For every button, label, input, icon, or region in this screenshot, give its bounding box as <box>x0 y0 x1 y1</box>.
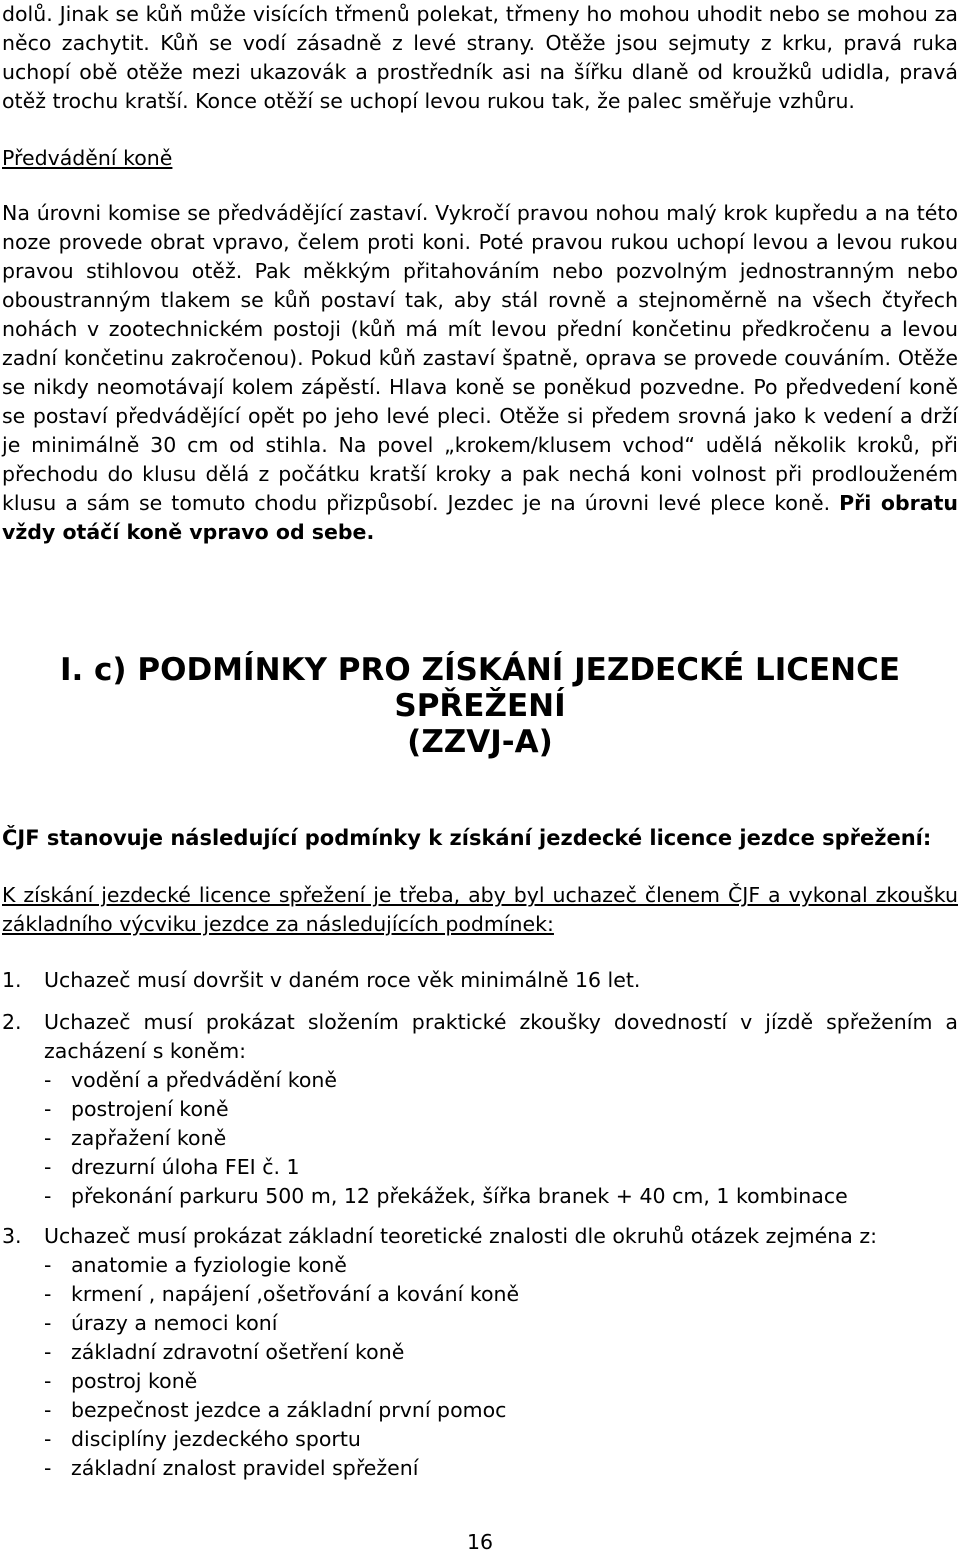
sub-list-item: - krmení , napájení ,ošetřování a kování koně <box>44 1280 958 1309</box>
intro-paragraph: dolů. Jinak se kůň může visících třmenů polekat, třmeny ho mohou uhodit nebo se mohou za něco zachytit. Kůň se vodí zásadně z levé strany. Otěže jsou sejmuty z krku, pravá ruka uchopí obě otěže mezi ukazovák a prostředník asi na šířku dlaně od kroužků udidla, pravá otěž trochu kratší. Konce otěží se uchopí levou rukou tak, že palec směřuje vzhůru. <box>2 2 958 113</box>
section-body-text: Na úrovni komise se předvádějící zastaví. Vykročí pravou nohou malý krok kupředu a na této noze provede obrat vpravo, čelem proti koni. Poté pravou rukou uchopí levou a levou rukou pravou stihlovou otěž. Pak měkkým přitahováním nebo pozvolným jednostranným nebo oboustranným tlakem se kůň postaví tak, aby stál rovně a stejnoměrně na všech čtyřech nohách v zootechnickém postoji (kůň má mít levou přední končetinu předkročenu a levou zadní končetinu zakročenou). Pokud kůň zastaví špatně, oprava se provede couváním. Otěže se nikdy neomotávají kolem zápěstí. Hlava koně se poněkud pozvedne. Po předvedení koně se postaví předvádějící opět po jeho levé pleci. Otěže si předem srovná jako k vedení a drží je minimálně 30 cm od stihla. Na povel „krokem/klusem vchod“ udělá několik kroků, při přechodu do klusu dělá z počátku kratší kroky a pak nechá koni volnost při prodlouženém klusu a sám se tomuto chodu přizpůsobí. Jezdec je na úrovni levé plece koně. <box>2 201 958 515</box>
sub-list-item: - překonání parkuru 500 m, 12 překážek, šířka branek + 40 cm, 1 kombinace <box>44 1182 958 1211</box>
list-item-text: Uchazeč musí prokázat základní teoretické znalosti dle okruhů otázek zejména z: <box>44 1224 878 1248</box>
theory-topics-list <box>44 1251 958 1483</box>
list-item-number: 1. <box>2 968 22 992</box>
section-bold-statement: Při obratu vždy otáčí koně vpravo od sebe. <box>2 491 958 544</box>
sub-list-item: - základní zdravotní ošetření koně <box>44 1338 958 1367</box>
requirement-paragraph: K získání jezdecké licence spřežení je třeba, aby byl uchazeč členem ČJF a vykonal zkoušku základního výcviku jezdce za následujících podmínek: <box>2 883 958 936</box>
list-item-2 <box>2 1008 958 1211</box>
chapter-heading-line1: I. c) PODMÍNKY PRO ZÍSKÁNÍ JEZDECKÉ LICENCE <box>59 652 901 688</box>
sub-list-item: - anatomie a fyziologie koně <box>44 1251 958 1280</box>
chapter-heading <box>0 652 960 760</box>
practical-skills-list <box>44 1066 958 1211</box>
chapter-heading-line3: (ZZVJ-A) <box>407 724 553 760</box>
section-subtitle: Předvádění koně <box>2 146 173 170</box>
list-item-number: 3. <box>2 1224 22 1248</box>
sub-list-item: - postroj koně <box>44 1367 958 1396</box>
list-item-3 <box>2 1222 958 1483</box>
list-item-number: 2. <box>2 1010 22 1034</box>
list-item-1 <box>2 966 958 995</box>
list-item-text: Uchazeč musí prokázat složením praktické zkoušky dovedností v jízdě spřežením a zacházení s koněm: <box>44 1010 958 1063</box>
chapter-heading-line2: SPŘEŽENÍ <box>394 688 566 724</box>
sub-list-item: - vodění a předvádění koně <box>44 1066 958 1095</box>
sub-list-item: - postrojení koně <box>44 1095 958 1124</box>
list-item-text: Uchazeč musí dovršit v daném roce věk minimálně 16 let. <box>44 968 641 992</box>
page-number: 16 <box>466 1530 494 1554</box>
sub-list-item: - disciplíny jezdeckého sportu <box>44 1425 958 1454</box>
sub-list-item: - bezpečnost jezdce a základní první pomoc <box>44 1396 958 1425</box>
sub-list-item: - drezurní úloha FEI č. 1 <box>44 1153 958 1182</box>
cjf-conditions-title: ČJF stanovuje následující podmínky k získání jezdecké licence jezdce spřežení: <box>2 826 932 850</box>
sub-list-item: - základní znalost pravidel spřežení <box>44 1454 958 1483</box>
section-body-paragraph <box>2 199 958 547</box>
sub-list-item: - úrazy a nemoci koní <box>44 1309 958 1338</box>
sub-list-item: - zapřažení koně <box>44 1124 958 1153</box>
